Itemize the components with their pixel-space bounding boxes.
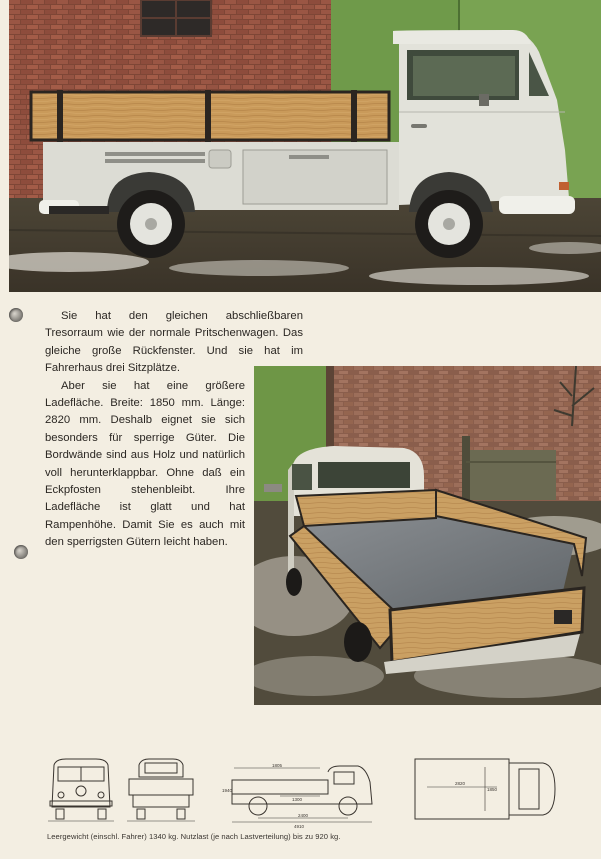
dim-label: 1850 [487, 787, 498, 792]
paragraph-2: Aber sie hat eine größere Ladefläche. Breite: 1850 mm. Länge: 2820 mm. Deshalb eignet sie sich besonders für sperrige Güter. Die Bordwände sind aus Holz und natürlich voll herunterklappbar. Ohne daß ein Eckpfosten stehenbleibt. Ihre Ladefläche ist glatt und hat Rampenhöhe. Damit Sie es auch mit den sperrigsten Gütern leicht haben. [45, 379, 245, 549]
paragraph-1: Sie hat den gleichen abschließbaren Tresorraum wie der normale Pritschenwagen. Das gleiche große Rückfenster. Und sie hat im Fahrerhaus drei Sitzplätze. [45, 310, 303, 375]
drawing-rear-view [127, 757, 195, 825]
weight-caption: Leergewicht (einschl. Fahrer) 1340 kg. Nutzlast (je nach Lastverteilung) bis zu 920 kg. [47, 832, 341, 841]
drawing-side-view [220, 762, 378, 830]
binder-hole-top [9, 308, 23, 322]
dim-label: 1300 [292, 797, 303, 802]
photo-pickup-side-view [9, 0, 601, 292]
dim-label: 4910 [294, 824, 305, 829]
drawing-top-view [413, 757, 559, 823]
dim-label: 2820 [455, 781, 466, 786]
dim-label: 2400 [298, 813, 309, 818]
binder-hole-bottom [14, 545, 28, 559]
drawing-front-view [46, 757, 116, 825]
dim-label: 1805 [272, 763, 283, 768]
dim-label: 1940 [222, 788, 233, 793]
photo-pickup-rear-view [254, 366, 601, 705]
